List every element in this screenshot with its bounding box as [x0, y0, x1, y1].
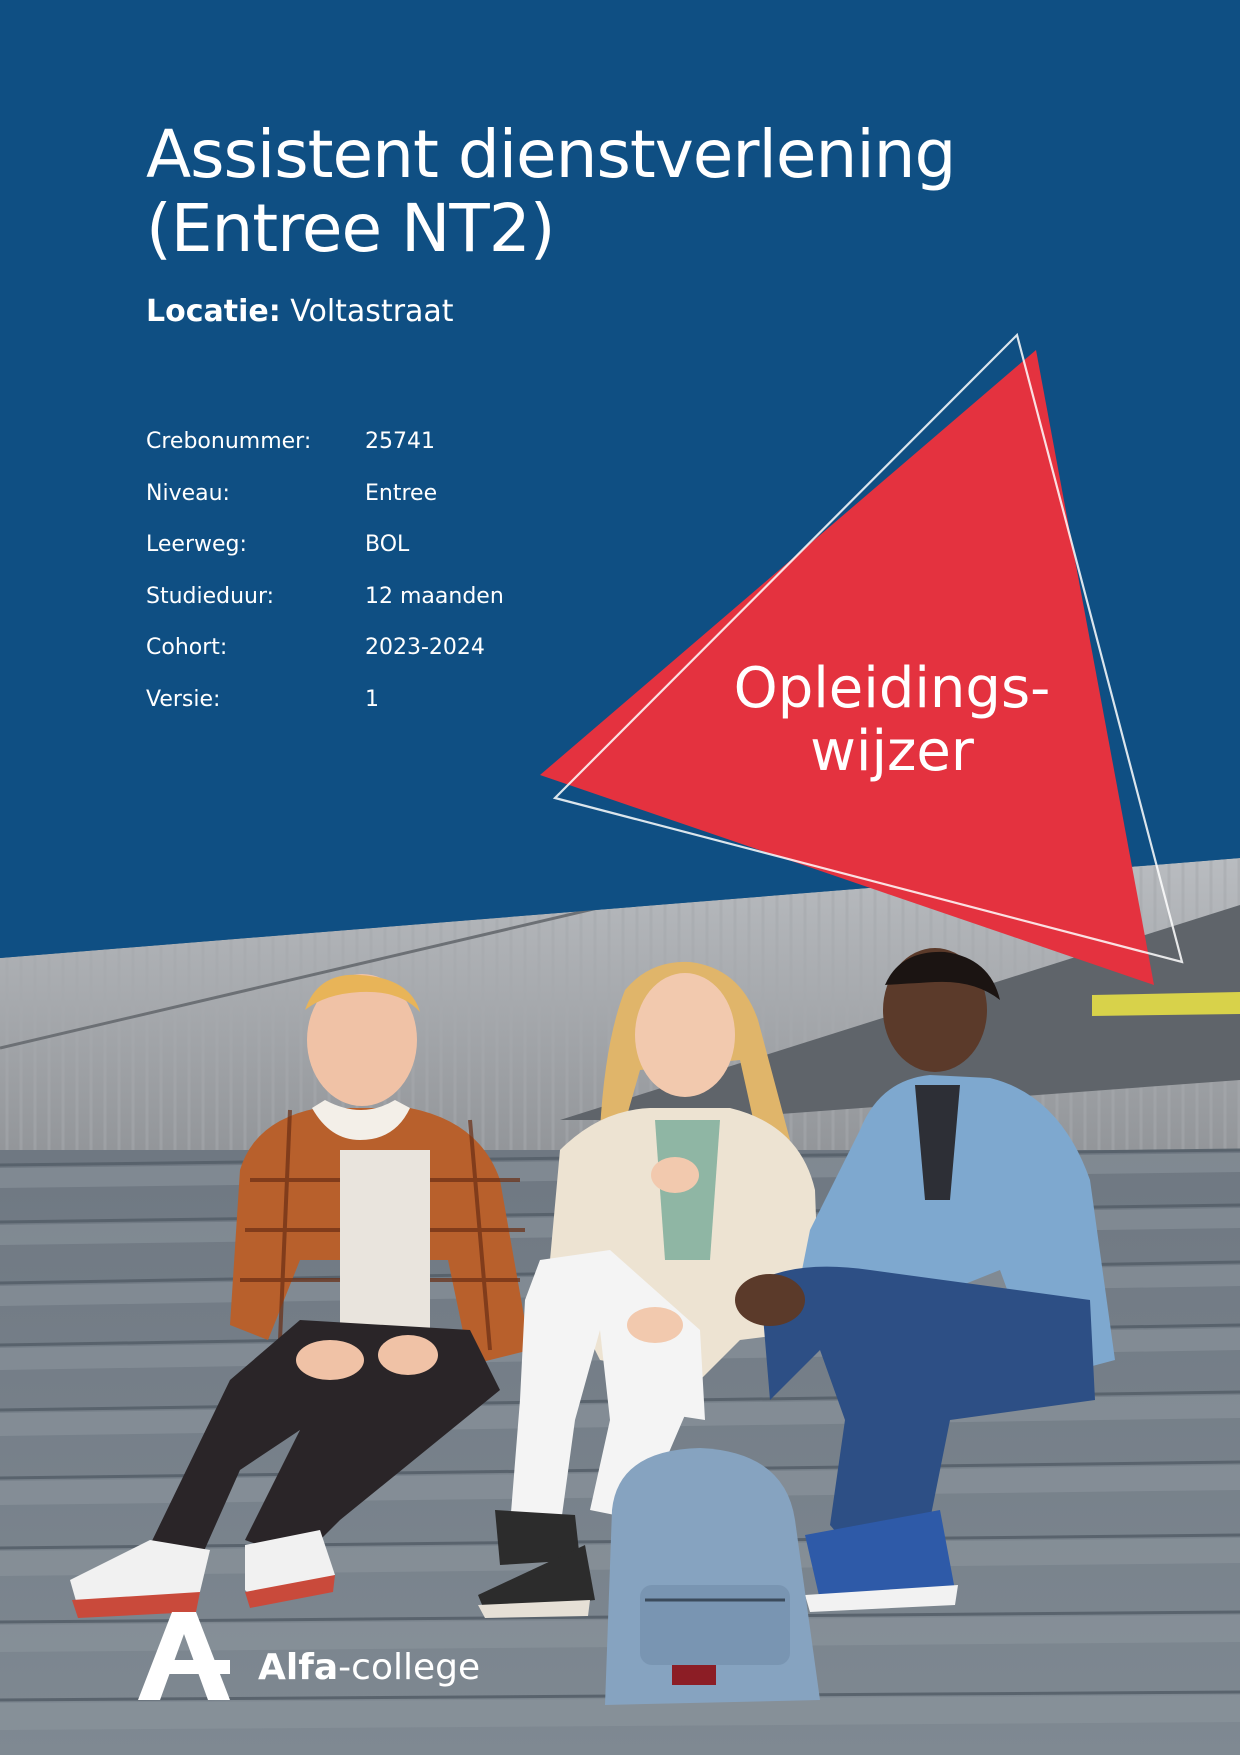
detail-value: 1 — [365, 686, 379, 712]
detail-value: 25741 — [365, 429, 435, 454]
detail-label: Niveau: — [146, 480, 230, 506]
document-type-line-2: wijzer — [810, 719, 974, 784]
logo-name-bold: Alfa — [258, 1647, 339, 1688]
detail-label: Crebonummer: — [146, 429, 312, 454]
location — [146, 293, 454, 331]
page-title — [146, 118, 1046, 266]
title-line-2: (Entree NT2) — [146, 190, 555, 267]
detail-label: Studieduur: — [146, 583, 275, 609]
detail-value: 12 maanden — [365, 583, 504, 609]
document-type-line-1: Opleidings- — [733, 656, 1051, 721]
logo-wordmark — [258, 1646, 480, 1690]
detail-value: 2023-2024 — [365, 635, 485, 660]
detail-label: Cohort: — [146, 635, 228, 660]
title-line-1: Assistent dienstverlening — [146, 116, 956, 193]
detail-value: BOL — [365, 532, 410, 557]
document-type-label — [662, 657, 1122, 783]
logo-name-rest: -college — [338, 1647, 481, 1688]
detail-label: Versie: — [146, 686, 221, 712]
detail-label: Leerweg: — [146, 532, 247, 557]
detail-value: Entree — [365, 480, 438, 506]
location-label: Locatie: — [146, 294, 281, 329]
location-value: Voltastraat — [290, 294, 454, 329]
